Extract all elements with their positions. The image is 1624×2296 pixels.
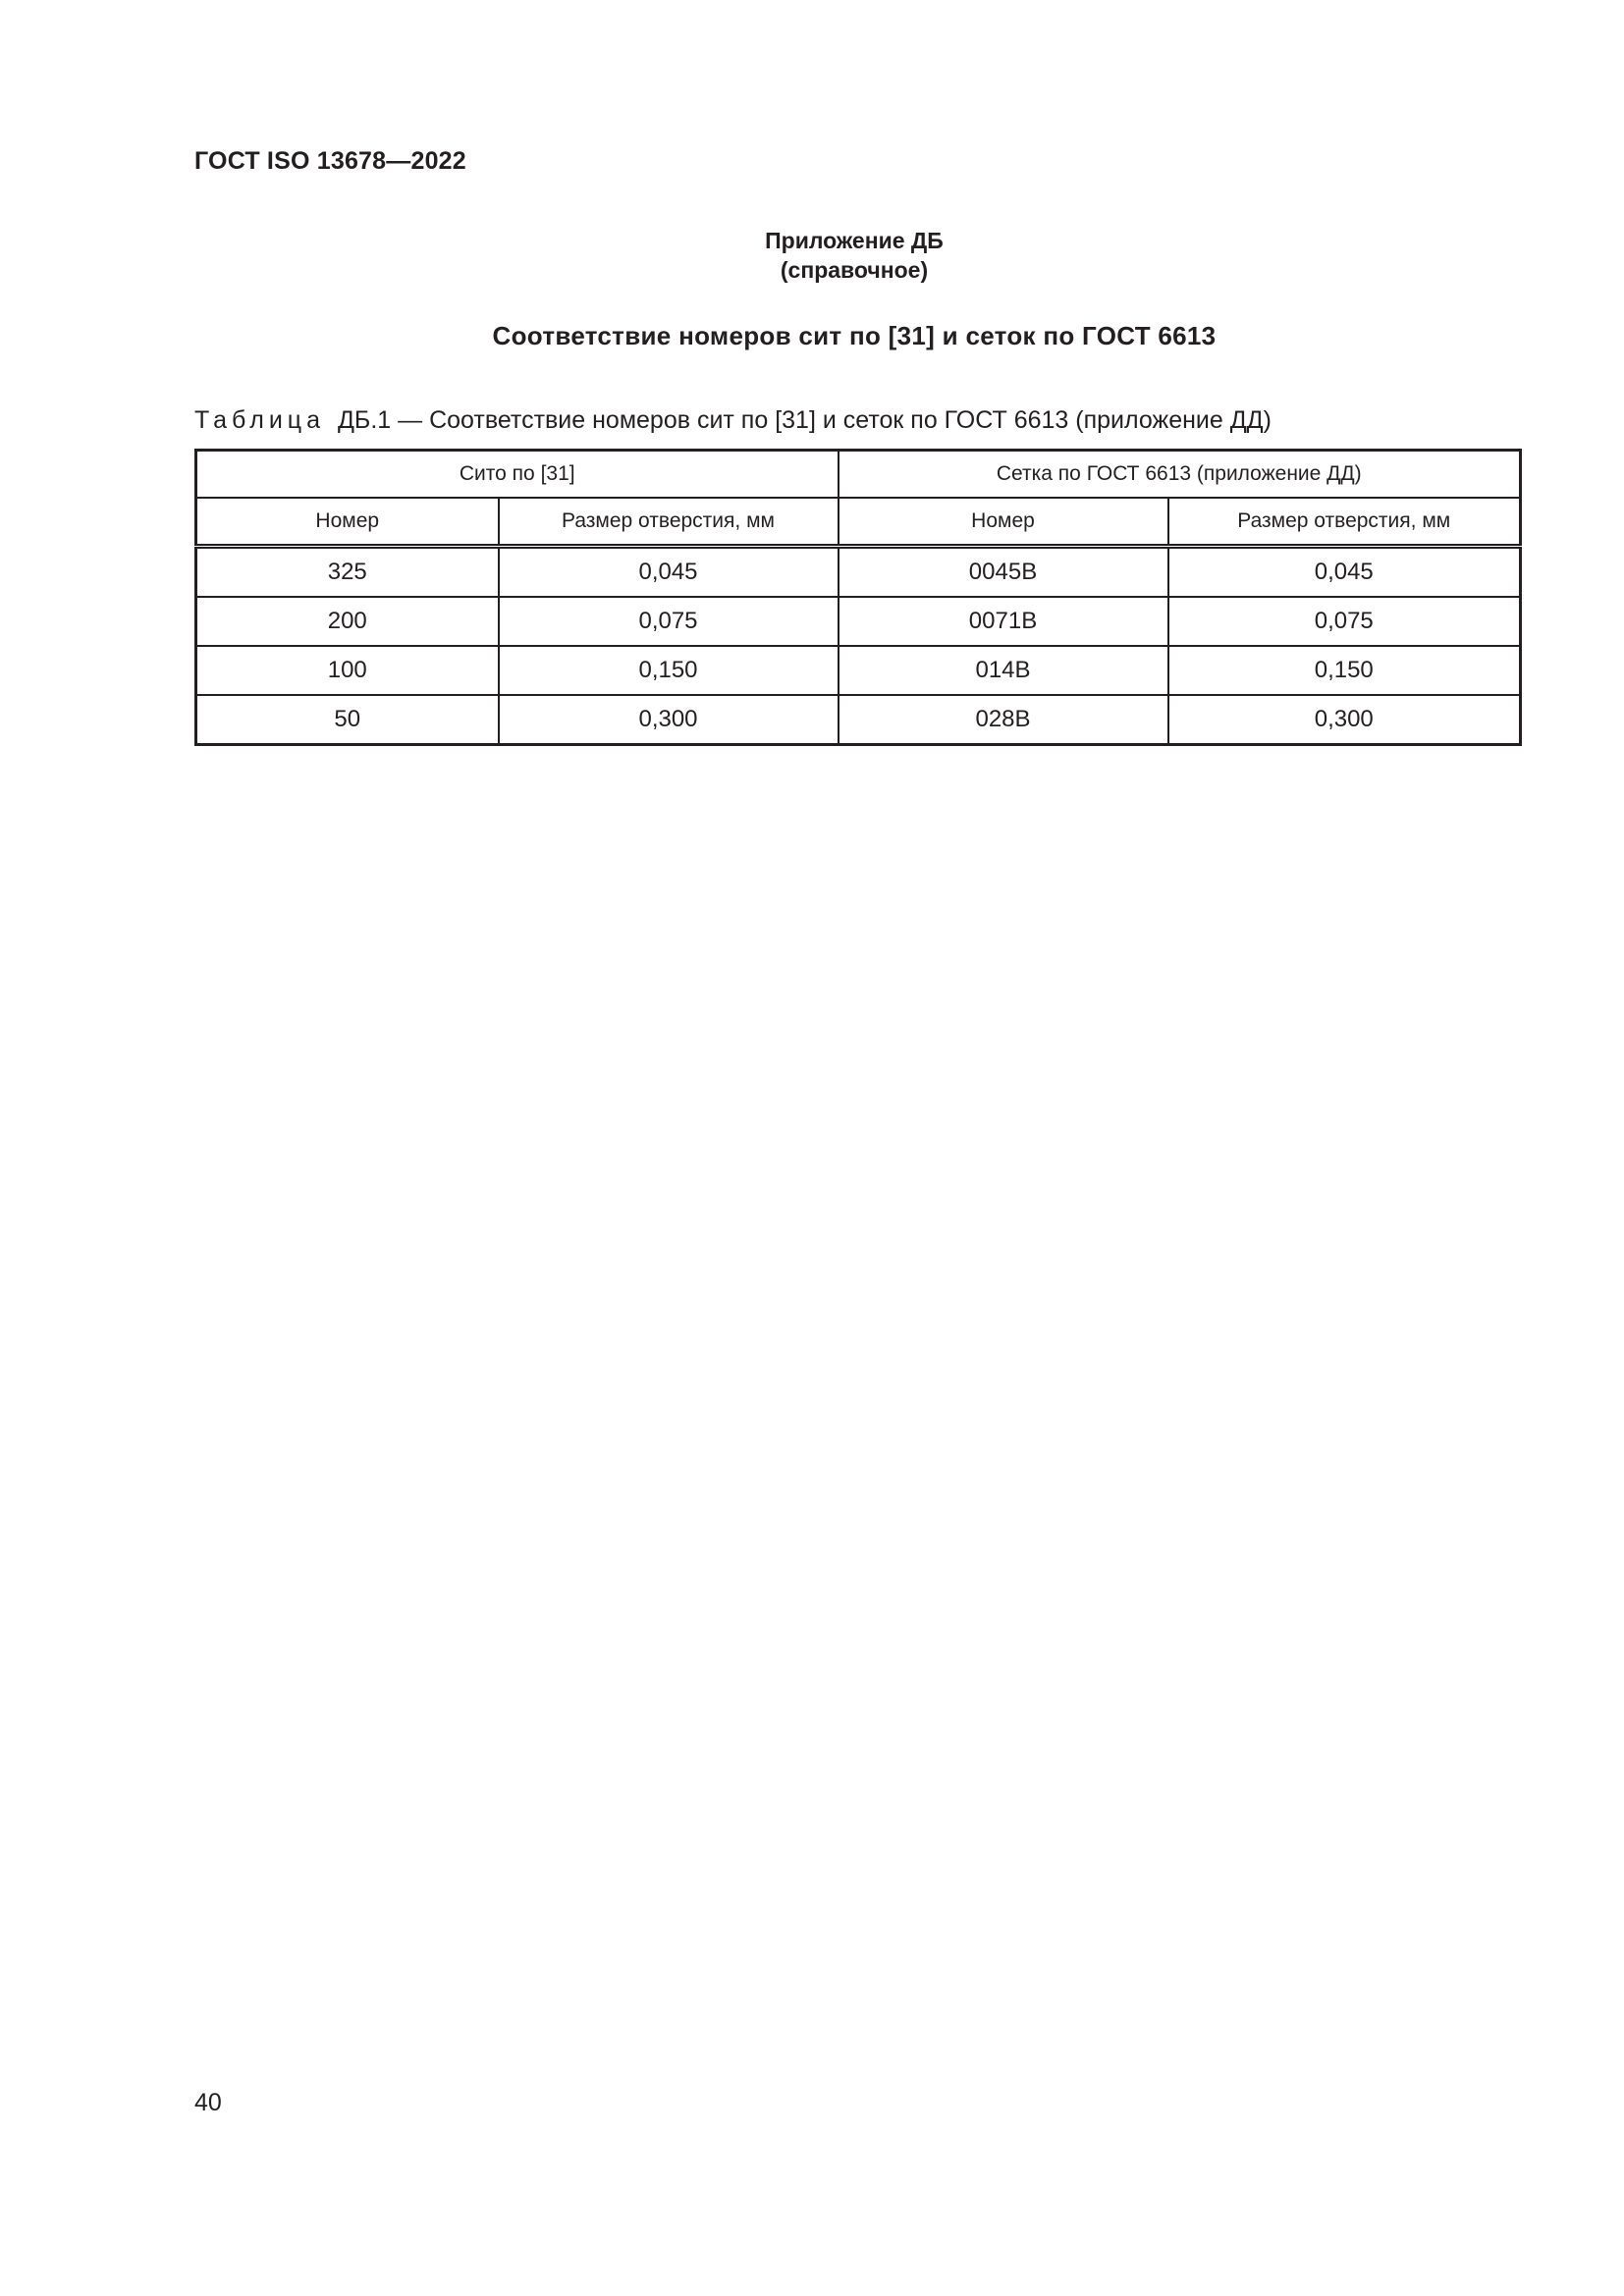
column-header-mesh-opening: Размер отверстия, мм — [1168, 498, 1521, 547]
table-row — [196, 547, 1521, 598]
table-cell: 200 — [196, 597, 499, 646]
page-number: 40 — [194, 2089, 222, 2116]
sieve-correspondence-table — [194, 449, 1522, 746]
table-cell: 0,300 — [499, 695, 839, 745]
table-row — [196, 695, 1521, 745]
document-header: ГОСТ ISO 13678—2022 — [194, 147, 466, 175]
table-caption-label: Таблица — [194, 406, 326, 434]
group-header-mesh: Сетка по ГОСТ 6613 (приложение ДД) — [839, 451, 1521, 499]
table-cell: 014В — [839, 646, 1168, 695]
table-cell: 0,045 — [499, 547, 839, 598]
table-cell: 0,300 — [1168, 695, 1521, 745]
table-cell: 100 — [196, 646, 499, 695]
table-row — [196, 646, 1521, 695]
column-header-sieve-number: Номер — [196, 498, 499, 547]
table-cell: 0,045 — [1168, 547, 1521, 598]
column-header-mesh-number: Номер — [839, 498, 1168, 547]
table-caption — [194, 406, 1272, 435]
table-cell: 0045В — [839, 547, 1168, 598]
table-cell: 325 — [196, 547, 499, 598]
table-cell: 0,150 — [1168, 646, 1521, 695]
table-cell: 0,150 — [499, 646, 839, 695]
table-cell: 0,075 — [1168, 597, 1521, 646]
table-cell: 0071В — [839, 597, 1168, 646]
column-header-sieve-opening: Размер отверстия, мм — [499, 498, 839, 547]
table-cell: 028В — [839, 695, 1168, 745]
table-cell: 50 — [196, 695, 499, 745]
table-cell: 0,075 — [499, 597, 839, 646]
annex-title: Приложение ДБ — [765, 228, 944, 253]
table-row — [196, 597, 1521, 646]
annex-heading: Соответствие номеров сит по [31] и сеток по ГОСТ 6613 — [492, 321, 1217, 350]
group-header-sieve: Сито по [31] — [196, 451, 839, 499]
annex-status: (справочное) — [780, 257, 929, 283]
table-caption-text: ДБ.1 — Соответствие номеров сит по [31] и сеток по ГОСТ 6613 (приложение ДД) — [337, 406, 1272, 434]
